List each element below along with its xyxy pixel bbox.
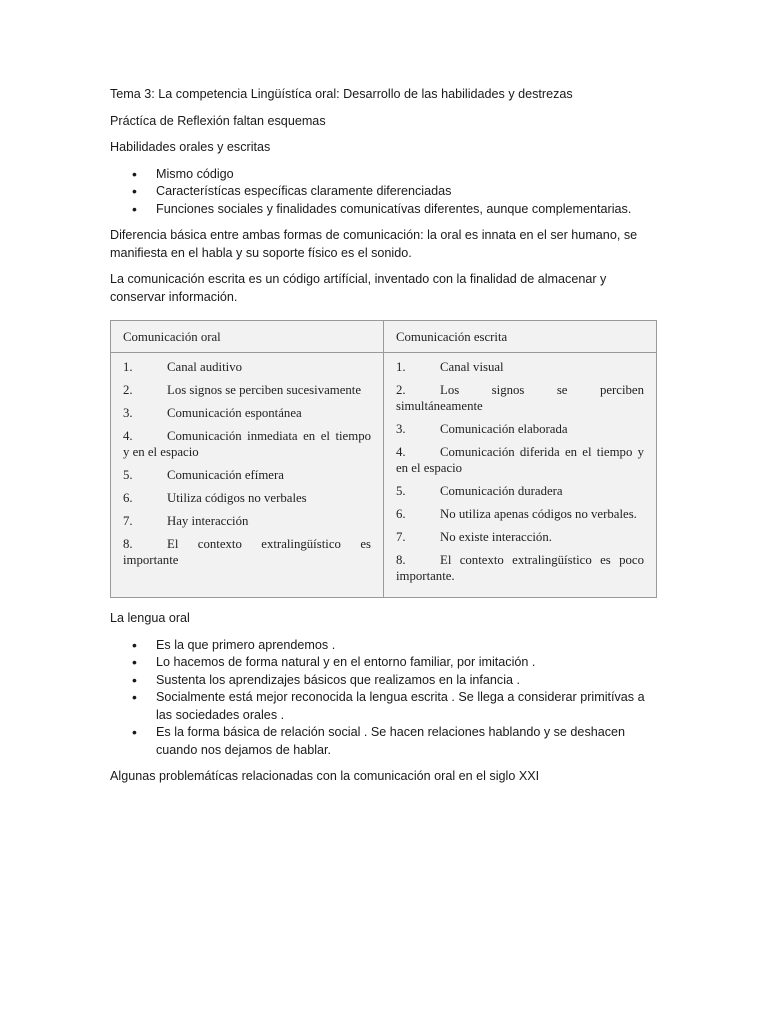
list-item: • Característícas específicas claramente diferenciadas	[110, 183, 658, 201]
row-text: Comunicación efímera	[167, 468, 284, 482]
row-text: Los signos se perciben sucesivamente	[167, 383, 362, 397]
list-item: • Sustenta los aprendizajes básicos que realizamos en la infancia .	[110, 672, 658, 690]
document-title: Tema 3: La competencia Lingüístíca oral: Desarrollo de las habilidades y destrezas	[110, 87, 573, 101]
list-item: • Funciones sociales y finalidades comunicatívas diferentes, aunque complementarias.	[110, 201, 658, 219]
row-number: 2.	[396, 383, 406, 397]
row-number: 6.	[123, 491, 133, 505]
table-row	[396, 359, 644, 375]
table-row	[123, 490, 371, 506]
row-text: No existe interacción.	[440, 530, 552, 544]
table-row	[396, 483, 644, 499]
row-number: 3.	[396, 422, 406, 436]
row-number: 4.	[123, 429, 133, 443]
row-number: 8.	[396, 553, 406, 567]
habilidades-heading: Habilidades orales y escritas	[110, 140, 271, 154]
problematicas-heading: Algunas problemátícas relacionadas con la comunicación oral en el siglo XXI	[110, 769, 540, 783]
table-row	[123, 467, 371, 483]
row-text: Canal auditivo	[167, 360, 242, 374]
lengua-oral-heading: La lengua oral	[110, 611, 190, 625]
list-item: • Es la que primero aprendemos .	[110, 637, 658, 655]
table-row	[396, 552, 644, 584]
row-number: 5.	[123, 468, 133, 482]
list-item: • Mismo código	[110, 166, 658, 184]
column-oral	[111, 353, 384, 597]
row-text: Los signos se perciben simultáneamente	[396, 383, 644, 413]
table-row	[123, 428, 371, 460]
habilidades-list	[110, 166, 658, 219]
lengua-oral-list	[110, 637, 658, 760]
document-page	[110, 86, 658, 795]
table-row	[396, 506, 644, 522]
row-number: 1.	[123, 360, 133, 374]
comparison-table	[110, 320, 657, 598]
row-number: 7.	[396, 530, 406, 544]
practica-heading: Práctíca de Reflexión faltan esquemas	[110, 113, 326, 128]
table-row	[396, 382, 644, 414]
row-number: 3.	[123, 406, 133, 420]
list-item: • Es la forma básica de relación social . Se hacen relaciones hablando y se deshacen cuando nos dejamos de hablar.	[110, 724, 658, 759]
row-number: 6.	[396, 507, 406, 521]
row-number: 4.	[396, 445, 406, 459]
escrita-paragraph: La comunicación escrita es un código artífícial, inventado con la finalidad de almacenar y conservar información.	[110, 272, 607, 304]
row-text: Hay interacción	[167, 514, 249, 528]
row-text: Utiliza códigos no verbales	[167, 491, 307, 505]
row-text: Comunicación elaborada	[440, 422, 568, 436]
row-number: 5.	[396, 484, 406, 498]
list-item: • Socialmente está mejor reconocida la lengua escrita . Se llega a considerar primitívas a las sociedades orales .	[110, 689, 658, 724]
row-number: 2.	[123, 383, 133, 397]
table-row	[396, 444, 644, 476]
table-row	[396, 529, 644, 545]
table-row	[123, 382, 371, 398]
table-row	[123, 359, 371, 375]
row-text: Canal visual	[440, 360, 504, 374]
table-row	[123, 513, 371, 529]
row-number: 8.	[123, 537, 133, 551]
row-text: Comunicación inmediata en el tiempo y en el espacio	[123, 429, 371, 459]
list-item: • Lo hacemos de forma natural y en el entorno familiar, por imitación .	[110, 654, 658, 672]
row-text: El contexto extralingüístico es poco importante.	[396, 553, 644, 583]
table-row	[123, 405, 371, 421]
row-number: 7.	[123, 514, 133, 528]
table-body	[111, 353, 656, 597]
header-escrita: Comunicación escrita	[396, 329, 508, 344]
header-oral: Comunicación oral	[111, 321, 384, 352]
column-escrita	[384, 353, 656, 597]
table-row	[123, 536, 371, 568]
diferencia-paragraph: Diferencia básica entre ambas formas de comunicación: la oral es innata en el ser humano, se manifiesta en el habla y su soporte físico es el sonido.	[110, 228, 638, 260]
table-header	[111, 321, 656, 353]
table-row	[396, 421, 644, 437]
row-text: El contexto extralingüístico es importante	[123, 537, 371, 567]
row-number: 1.	[396, 360, 406, 374]
row-text: Comunicación espontánea	[167, 406, 302, 420]
row-text: Comunicación duradera	[440, 484, 563, 498]
row-text: Comunicación diferida en el tiempo y en el espacio	[396, 445, 644, 475]
row-text: No utiliza apenas códigos no verbales.	[440, 507, 637, 521]
